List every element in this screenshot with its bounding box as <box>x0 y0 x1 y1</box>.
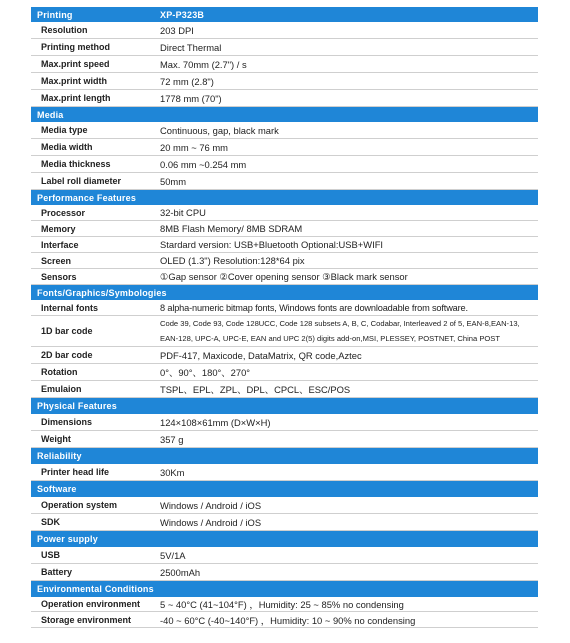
spec-label: Printing method <box>41 42 110 52</box>
spec-label: Resolution <box>41 25 88 35</box>
spec-label: Interface <box>41 239 79 250</box>
section-header <box>31 285 538 300</box>
spec-row <box>31 431 538 448</box>
spec-label: Media thickness <box>41 159 111 169</box>
section-title: Power supply <box>37 534 98 544</box>
spec-row <box>31 90 538 107</box>
section-header <box>31 190 538 205</box>
spec-row <box>31 39 538 56</box>
section-header <box>31 107 538 122</box>
spec-value: TSPL、EPL、ZPL、DPL、CPCL、ESC/POS <box>160 384 351 395</box>
spec-label: 1D bar code <box>41 326 93 336</box>
spec-row <box>31 122 538 139</box>
spec-row <box>31 364 538 381</box>
spec-value: 8 alpha-numeric bitmap fonts, Windows fonts are downloadable from software. <box>160 302 468 313</box>
spec-label: Weight <box>41 434 71 444</box>
spec-row <box>31 221 538 237</box>
spec-sheet <box>31 7 538 628</box>
section-header <box>31 398 538 414</box>
spec-value: Windows / Android / iOS <box>160 499 262 511</box>
spec-row <box>31 497 538 514</box>
section-header <box>31 581 538 597</box>
section-header <box>31 481 538 497</box>
spec-label: Sensors <box>41 271 77 282</box>
spec-label: Screen <box>41 255 72 266</box>
section-title: Fonts/Graphics/Symbologies <box>37 287 167 298</box>
spec-value: 32-bit CPU <box>160 207 206 218</box>
spec-label: Media width <box>41 142 93 152</box>
spec-row <box>31 514 538 531</box>
spec-row <box>31 156 538 173</box>
spec-label: Max.print width <box>41 76 107 86</box>
spec-row <box>31 22 538 39</box>
spec-label: Rotation <box>41 367 78 377</box>
model-name: XP-P323B <box>160 9 205 20</box>
section-title: Physical Features <box>37 401 117 411</box>
spec-row <box>31 139 538 156</box>
spec-value: PDF-417, Maxicode, DataMatrix, QR code,Aztec <box>160 349 362 361</box>
spec-label: Printer head life <box>41 467 110 477</box>
spec-value: 5V/1A <box>160 549 186 561</box>
spec-value: 5 ~ 40°C (41~104°F) ，Humidity: 25 ~ 85% no condensing <box>160 599 404 610</box>
spec-row <box>31 547 538 564</box>
spec-value: 50mm <box>160 175 187 187</box>
spec-value: 1778 mm (70") <box>160 92 222 104</box>
spec-value: 0°、90°、180°、270° <box>160 367 251 378</box>
spec-value: Code 39, Code 93, Code 128UCC, Code 128 subsets A, B, C, Codabar, Interleaved 2 of 5, EAN-8,EAN-13, EAN-128, UPC-A, UPC-E, EAN and UPC 2(5) digits add-on,MSI, PLESSEY, POSTNET, China POST <box>160 319 520 343</box>
section-header <box>31 448 538 464</box>
spec-row <box>31 173 538 190</box>
section-title: Performance Features <box>37 192 137 203</box>
spec-label: Battery <box>41 567 73 577</box>
spec-row <box>31 316 538 347</box>
spec-value: ①Gap sensor ②Cover opening sensor ③Black mark sensor <box>160 270 408 282</box>
spec-label: Internal fonts <box>41 302 99 313</box>
spec-row <box>31 612 538 628</box>
spec-value: 8MB Flash Memory/ 8MB SDRAM <box>160 223 303 234</box>
spec-row <box>31 564 538 581</box>
spec-label: SDK <box>41 517 61 527</box>
spec-row <box>31 205 538 221</box>
spec-label: Memory <box>41 223 76 234</box>
spec-row <box>31 73 538 90</box>
section-title: Software <box>37 484 77 494</box>
section-title: Printing <box>37 9 73 20</box>
spec-label: Storage environment <box>41 614 132 625</box>
spec-label: Label roll diameter <box>41 176 122 186</box>
spec-label: Operation environment <box>41 599 141 609</box>
spec-value: 203 DPI <box>160 24 194 36</box>
spec-value: 72 mm (2.8") <box>160 75 214 87</box>
spec-label: Operation system <box>41 500 118 510</box>
spec-value: 124×108×61mm (D×W×H) <box>160 416 271 428</box>
spec-row <box>31 56 538 73</box>
spec-value: Direct Thermal <box>160 41 222 53</box>
spec-row <box>31 300 538 316</box>
spec-label: USB <box>41 550 61 560</box>
section-title: Media <box>37 109 64 120</box>
spec-label: 2D bar code <box>41 350 93 360</box>
spec-row <box>31 269 538 285</box>
spec-value: Windows / Android / iOS <box>160 516 262 528</box>
spec-label: Emulaion <box>41 384 82 394</box>
spec-label: Processor <box>41 207 86 218</box>
spec-row <box>31 464 538 481</box>
spec-value: Continuous, gap, black mark <box>160 124 279 136</box>
spec-row <box>31 597 538 612</box>
spec-row <box>31 381 538 398</box>
spec-value: -40 ~ 60°C (-40~140°F) ，Humidity: 10 ~ 90% no condensing <box>160 614 416 626</box>
spec-row <box>31 347 538 364</box>
spec-row <box>31 414 538 431</box>
spec-label: Max.print length <box>41 93 111 103</box>
spec-value: 2500mAh <box>160 566 201 578</box>
spec-value: Max. 70mm (2.7") / s <box>160 58 247 70</box>
spec-value: 30Km <box>160 466 185 478</box>
spec-value: 0.06 mm ~0.254 mm <box>160 158 247 170</box>
section-title: Environmental Conditions <box>37 584 154 594</box>
spec-row <box>31 237 538 253</box>
spec-label: Max.print speed <box>41 59 110 69</box>
spec-row <box>31 253 538 269</box>
spec-value: OLED (1.3") Resolution:128*64 pix <box>160 255 305 266</box>
spec-label: Dimensions <box>41 417 93 427</box>
section-title: Reliability <box>37 451 82 461</box>
section-header <box>31 531 538 547</box>
spec-value: 20 mm ~ 76 mm <box>160 141 228 153</box>
spec-value: Stardard version: USB+Bluetooth Optional:USB+WIFI <box>160 239 384 250</box>
spec-label: Media type <box>41 125 88 135</box>
spec-value: 357 g <box>160 433 184 445</box>
section-header <box>31 7 538 22</box>
